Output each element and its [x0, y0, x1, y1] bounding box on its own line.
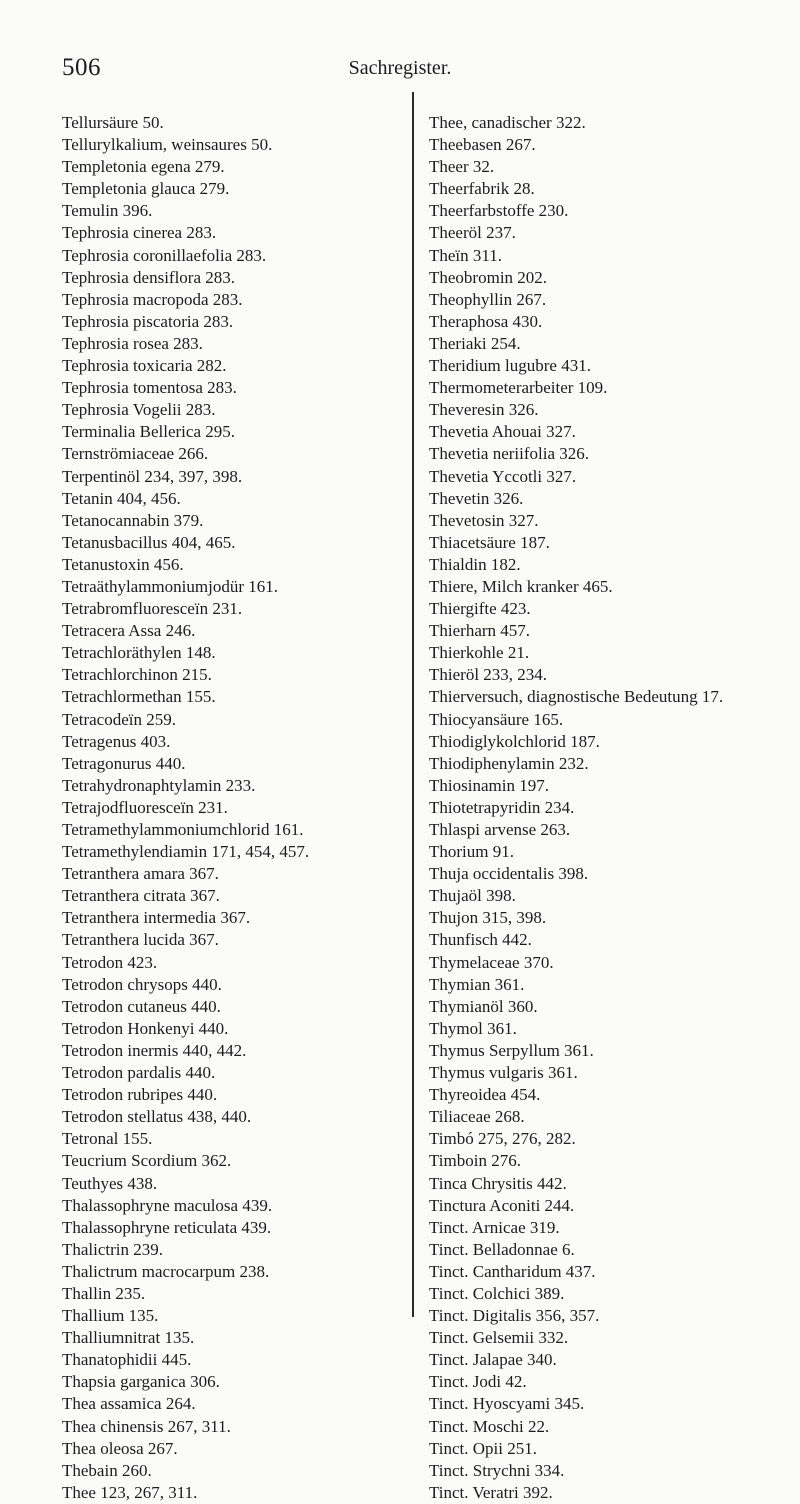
index-entry: Theerfabrik 28.	[429, 179, 535, 199]
index-entry: Templetonia glauca 279.	[62, 179, 230, 199]
index-entry: Tinct. Jalapae 340.	[429, 1350, 557, 1370]
index-entry: Theobromin 202.	[429, 267, 548, 287]
index-entry: Tetranthera intermedia 367.	[62, 908, 251, 928]
index-entry: Thea assamica 264.	[62, 1394, 196, 1414]
index-entry: Tetranthera amara 367.	[62, 864, 219, 884]
index-entry: Theïn 311.	[429, 245, 503, 265]
index-entry: Thierharn 457.	[429, 621, 531, 641]
index-entry: Ternströmiaceae 266.	[62, 444, 209, 464]
index-entry: Tellurylkalium, weinsaures 50.	[62, 135, 273, 155]
index-entry: Tinct. Strychni 334.	[429, 1460, 565, 1480]
index-entry: Tetracera Assa 246.	[62, 621, 196, 641]
index-entry: Tetragenus 403.	[62, 731, 171, 751]
index-entry: Thlaspi arvense 263.	[429, 820, 571, 839]
index-entry: Thiodiphenylamin 232.	[429, 753, 589, 773]
index-entry: Tinct. Cantharidum 437.	[429, 1261, 596, 1281]
index-entry: Tephrosia densiflora 283.	[62, 267, 236, 287]
index-entry: Thiere, Milch kranker 465.	[429, 576, 613, 596]
index-entry: Tetrahydronaphtylamin 233.	[62, 775, 256, 795]
index-entry: Thieröl 233, 234.	[429, 665, 548, 685]
index-entry: Tephrosia rosea 283.	[62, 333, 203, 353]
index-entry: Thee 123, 267, 311.	[62, 1482, 198, 1502]
index-entry: Theridium lugubre 431.	[429, 356, 591, 376]
index-entry: Tetrodon cutaneus 440.	[62, 996, 221, 1016]
index-entry: Tinct. Colchici 389.	[429, 1283, 565, 1303]
index-entry: Theophyllin 267.	[429, 289, 547, 309]
index-entry: Theriaki 254.	[429, 333, 521, 353]
index-entry: Tephrosia cinerea 283.	[62, 223, 217, 243]
index-entry: Tetanustoxin 456.	[62, 554, 184, 574]
index-entry: Thiosinamin 197.	[429, 775, 549, 795]
index-entry: Tephrosia toxicaria 282.	[62, 356, 227, 376]
index-entry: Thyreoidea 454.	[429, 1085, 541, 1105]
index-entry: Thea chinensis 267, 311.	[62, 1416, 231, 1436]
index-entry: Thymelaceae 370.	[429, 952, 554, 972]
index-entry: Tetracodeïn 259.	[62, 709, 176, 729]
index-entry: Tetrabromfluoresceïn 231.	[62, 599, 243, 619]
index-entry: Thea oleosa 267.	[62, 1438, 178, 1458]
index-entry: Tinct. Belladonnae 6.	[429, 1239, 575, 1259]
index-entry: Tetrachloräthylen 148.	[62, 643, 216, 663]
index-entry: Tephrosia tomentosa 283.	[62, 378, 237, 398]
index-entry: Tephrosia Vogelii 283.	[62, 400, 216, 420]
index-entry: Tetronal 155.	[62, 1129, 153, 1149]
index-entry: Tetragonurus 440.	[62, 753, 186, 773]
column-divider	[412, 92, 414, 1317]
index-entry: Theebasen 267.	[429, 135, 536, 155]
index-entry: Tinct. Arnicae 319.	[429, 1217, 560, 1237]
index-entry: Tetrodon rubripes 440.	[62, 1085, 218, 1105]
index-entry: Tinct. Moschi 22.	[429, 1416, 550, 1436]
index-entry: Tinct. Veratri 392.	[429, 1482, 553, 1502]
index-entry: Tetrodon chrysops 440.	[62, 974, 222, 994]
index-entry: Thallin 235.	[62, 1283, 146, 1303]
index-entry: Theraphosa 430.	[429, 311, 543, 331]
index-entry: Thierkohle 21.	[429, 643, 530, 663]
index-entry: Tetrachlormethan 155.	[62, 687, 216, 707]
index-entry: Tinct. Digitalis 356, 357.	[429, 1306, 600, 1326]
index-entry: Thiocyansäure 165.	[429, 709, 564, 729]
index-entry: Thevetia Ahouai 327.	[429, 422, 576, 442]
index-entry: Thymus vulgaris 361.	[429, 1063, 578, 1083]
index-entry: Thorium 91.	[429, 842, 514, 862]
index-entry: Theer 32.	[429, 157, 495, 177]
index-entry: Tetramethylammoniumchlorid 161.	[62, 820, 304, 839]
index-entry: Timboin 276.	[429, 1151, 521, 1171]
index-entry: Thebain 260.	[62, 1460, 152, 1480]
index-entry: Tinct. Gelsemii 332.	[429, 1328, 569, 1348]
running-head: Sachregister.	[348, 57, 452, 79]
index-entry: Thujaöl 398.	[429, 886, 516, 906]
index-entry: Thymus Serpyllum 361.	[429, 1040, 594, 1060]
index-entry: Teuthyes 438.	[62, 1173, 158, 1193]
index-entry: Templetonia egena 279.	[62, 157, 225, 177]
index-entry: Thalictrum macrocarpum 238.	[62, 1261, 270, 1281]
index-entry: Tetanusbacillus 404, 465.	[62, 532, 236, 552]
index-entry: Tetramethylendiamin 171, 454, 457.	[62, 842, 310, 862]
index-entry: Thialdin 182.	[429, 554, 521, 574]
index-entry: Tephrosia piscatoria 283.	[62, 311, 234, 331]
index-entry: Thalassophryne reticulata 439.	[62, 1217, 272, 1237]
index-entry: Tetrachlorchinon 215.	[62, 665, 212, 685]
index-entry: Tetanin 404, 456.	[62, 488, 181, 508]
index-entry: Thevetia Yccotli 327.	[429, 466, 577, 486]
index-entry: Thymol 361.	[429, 1018, 517, 1038]
index-entry: Tetrajodfluoresceïn 231.	[62, 797, 228, 817]
index-entry: Tetranthera lucida 367.	[62, 930, 219, 950]
index-entry: Thymianöl 360.	[429, 996, 538, 1016]
index-entry: Theerfarbstoffe 230.	[429, 201, 569, 221]
index-entry: Tellursäure 50.	[62, 113, 164, 132]
page-header	[62, 54, 738, 84]
index-entry: Terpentinöl 234, 397, 398.	[62, 466, 243, 486]
index-entry: Theeröl 237.	[429, 223, 516, 243]
index-entry: Thalictrin 239.	[62, 1239, 164, 1259]
index-entry: Tephrosia coronillaefolia 283.	[62, 245, 267, 265]
index-entry: Temulin 396.	[62, 201, 153, 221]
index-entry: Tinca Chrysitis 442.	[429, 1173, 567, 1193]
index-entry: Thuja occidentalis 398.	[429, 864, 589, 884]
index-column-right	[429, 112, 789, 1504]
index-entry: Tinctura Aconiti 244.	[429, 1195, 575, 1215]
index-entry: Theveresin 326.	[429, 400, 539, 420]
index-entry: Thierversuch, diagnostische Bedeutung 17.	[429, 687, 724, 707]
index-entry: Terminalia Bellerica 295.	[62, 422, 235, 442]
index-entry: Thallium 135.	[62, 1306, 159, 1326]
index-entry: Thiacetsäure 187.	[429, 532, 550, 552]
index-entry: Thevetosin 327.	[429, 510, 539, 530]
index-entry: Tetrodon 423.	[62, 952, 158, 972]
index-entry: Thermometerarbeiter 109.	[429, 378, 608, 398]
index-entry: Tetrodon inermis 440, 442.	[62, 1040, 247, 1060]
index-entry: Tephrosia macropoda 283.	[62, 289, 243, 309]
index-entry: Thujon 315, 398.	[429, 908, 547, 928]
index-entry: Thanatophidii 445.	[62, 1350, 192, 1370]
index-entry: Thalassophryne maculosa 439.	[62, 1195, 273, 1215]
index-entry: Timbó 275, 276, 282.	[429, 1129, 576, 1149]
index-entry: Tetrodon stellatus 438, 440.	[62, 1107, 252, 1127]
index-entry: Tetanocannabin 379.	[62, 510, 204, 530]
index-entry: Tetraäthylammoniumjodür 161.	[62, 576, 278, 596]
index-entry: Tetranthera citrata 367.	[62, 886, 220, 906]
index-entry: Tinct. Opii 251.	[429, 1438, 538, 1458]
index-entry: Thymian 361.	[429, 974, 525, 994]
page-number: 506	[62, 54, 101, 81]
index-entry: Thiergifte 423.	[429, 599, 531, 619]
index-entry: Tetrodon pardalis 440.	[62, 1063, 216, 1083]
index-entry: Thiodiglykolchlorid 187.	[429, 731, 600, 751]
index-entry: Tinct. Jodi 42.	[429, 1372, 527, 1392]
index-entry: Thunfisch 442.	[429, 930, 532, 950]
index-column-left	[62, 112, 402, 1504]
index-entry: Thapsia garganica 306.	[62, 1372, 220, 1392]
index-entry: Teucrium Scordium 362.	[62, 1151, 232, 1171]
index-entry: Thiotetrapyridin 234.	[429, 797, 575, 817]
index-entry: Thevetia neriifolia 326.	[429, 444, 590, 464]
index-entry: Tinct. Hyoscyami 345.	[429, 1394, 585, 1414]
index-entry: Tiliaceae 268.	[429, 1107, 525, 1127]
index-entry: Thee, canadischer 322.	[429, 113, 586, 132]
index-entry: Thevetin 326.	[429, 488, 524, 508]
index-entry: Tetrodon Honkenyi 440.	[62, 1018, 229, 1038]
index-entry: Thalliumnitrat 135.	[62, 1328, 195, 1348]
